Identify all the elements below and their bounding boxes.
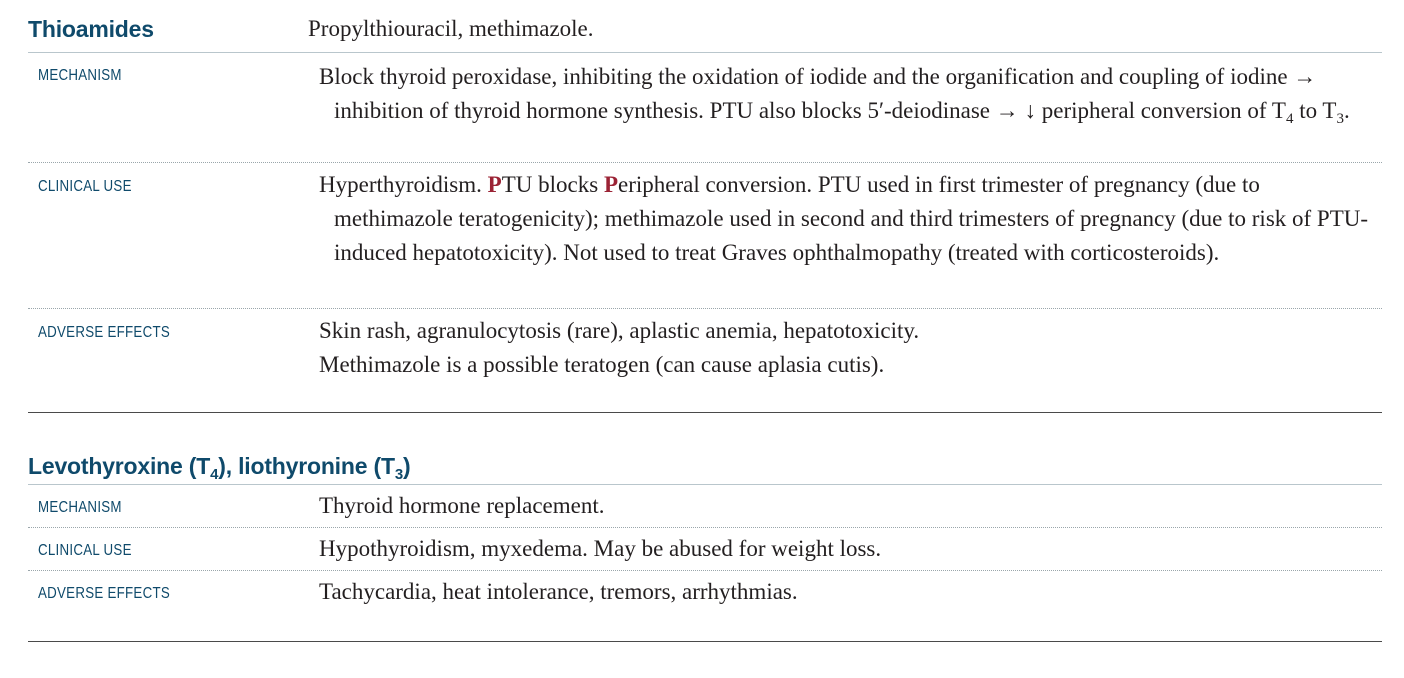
levothyroxine-adverse-effects-text: Tachycardia, heat intolerance, tremors, arrhythmias.	[319, 579, 798, 604]
levothyroxine-adverse-effects-row	[28, 571, 1382, 613]
thioamides-title: Thioamides	[28, 16, 154, 42]
levothyroxine-section	[28, 448, 1382, 613]
thioamides-title-row	[28, 0, 1382, 53]
thioamides-adverse-effects-row	[28, 309, 1382, 389]
section-divider	[28, 412, 1382, 413]
levothyroxine-mechanism-row	[28, 485, 1382, 528]
levothyroxine-clinical-use-row	[28, 528, 1382, 571]
levothyroxine-clinical-use-label: CLINICAL USE	[38, 542, 132, 559]
adverse-effects-line: Methimazole is a possible teratogen (can cause aplasia cutis).	[319, 352, 885, 377]
thioamides-mechanism-row	[28, 53, 1382, 163]
thioamides-mechanism-label: MECHANISM	[38, 67, 122, 84]
levothyroxine-mechanism-text: Thyroid hormone replacement.	[319, 493, 605, 518]
levothyroxine-title-row	[28, 448, 1382, 485]
mnemonic-highlight-p: P	[603, 172, 618, 197]
levothyroxine-clinical-use-text: Hypothyroidism, myxedema. May be abused for weight loss.	[319, 536, 882, 561]
adverse-effects-line: Skin rash, agranulocytosis (rare), aplastic anemia, hepatotoxicity.	[319, 318, 920, 343]
thioamides-drug-names: Propylthiouracil, methimazole.	[308, 16, 594, 41]
levothyroxine-mechanism-label: MECHANISM	[38, 499, 122, 516]
thioamides-clinical-use-text: Hyperthyroidism. PTU blocks Peripheral conversion. PTU used in first trimester of pregnancy (due to methimazole teratogenicity); methimazole used in second and third trimesters of pregnancy (due to risk of PTU-induced hepatotoxicity). Not used to treat Graves ophthalmopathy (treated with corticosteroids).	[319, 172, 1369, 265]
thioamides-clinical-use-row	[28, 163, 1382, 309]
thioamides-mechanism-text: Block thyroid peroxidase, inhibiting the oxidation of iodide and the organification and coupling of iodine → inhibition of thyroid hormone synthesis. PTU also blocks 5′-deiodinase → ↓ peripheral conversion of $T_4$ to $T_3$.	[319, 64, 1350, 127]
thioamides-section	[28, 0, 1382, 389]
thioamides-adverse-effects-text	[319, 309, 1382, 382]
thioamides-adverse-effects-label: ADVERSE EFFECTS	[38, 324, 171, 341]
mnemonic-highlight-p: P	[487, 172, 502, 197]
levothyroxine-title: Levothyroxine $(T_4)$, liothyronine $(T_3)$	[28, 453, 411, 483]
levothyroxine-adverse-effects-label: ADVERSE EFFECTS	[38, 585, 171, 602]
thioamides-clinical-use-label: CLINICAL USE	[38, 178, 132, 195]
section-divider	[28, 641, 1382, 642]
